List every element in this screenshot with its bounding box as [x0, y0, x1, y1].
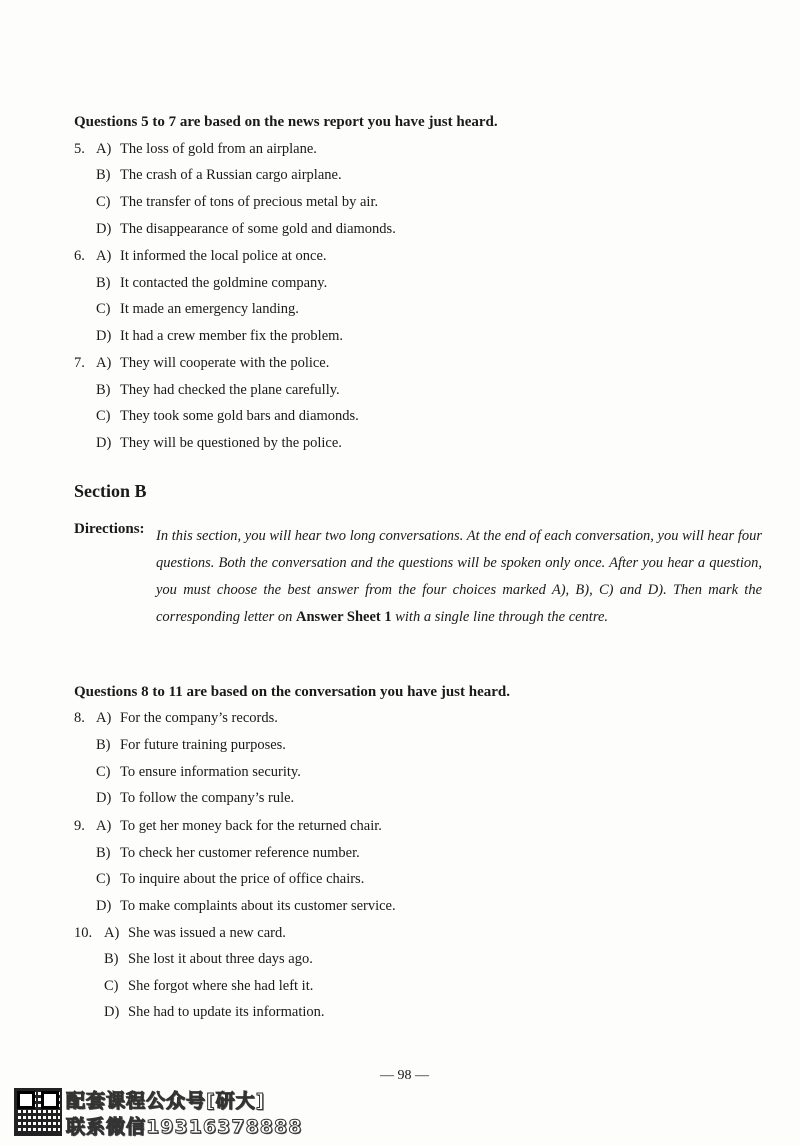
option-letter: A) [96, 710, 112, 726]
option-letter: A) [96, 141, 112, 157]
option-text: To make complaints about its customer service. [120, 898, 396, 914]
option-letter: D) [96, 790, 112, 806]
question-number: 6. [74, 248, 85, 264]
question-7-option-d [96, 435, 342, 452]
option-text: They had checked the plane carefully. [120, 382, 340, 398]
option-text: They will cooperate with the police. [120, 355, 330, 371]
question-number: 7. [74, 355, 85, 371]
questions-8-11-heading: Questions 8 to 11 are based on the conversation you have just heard. [74, 684, 510, 700]
option-text: The crash of a Russian cargo airplane. [120, 167, 342, 183]
question-6-option-b [96, 275, 327, 292]
option-text: It made an emergency landing. [120, 301, 299, 317]
qr-code-icon [14, 1088, 62, 1136]
option-letter: B) [104, 951, 119, 967]
option-letter: C) [104, 978, 119, 994]
question-7-option-a [74, 355, 329, 372]
option-letter: A) [96, 248, 112, 264]
option-text: She had to update its information. [128, 1004, 325, 1020]
question-8-option-c [96, 764, 301, 781]
question-8-option-b [96, 737, 286, 754]
option-text: To get her money back for the returned chair. [120, 818, 382, 834]
question-9-option-a [74, 818, 382, 835]
option-letter: A) [96, 355, 112, 371]
option-letter: C) [96, 871, 111, 887]
option-letter: A) [104, 925, 120, 941]
questions-5-7-heading: Questions 5 to 7 are based on the news report you have just heard. [74, 114, 498, 130]
option-letter: D) [96, 221, 112, 237]
option-text: To follow the company’s rule. [120, 790, 295, 806]
question-8-option-a [74, 710, 278, 727]
question-5-option-b [96, 167, 342, 184]
question-9-option-c [96, 871, 364, 888]
option-letter: C) [96, 194, 111, 210]
question-number: 10. [74, 925, 93, 941]
question-6-option-a [74, 248, 327, 265]
option-letter: B) [96, 382, 111, 398]
option-letter: B) [96, 737, 111, 753]
question-5-option-c [96, 194, 378, 211]
option-letter: B) [96, 275, 111, 291]
directions-text [156, 523, 762, 631]
option-letter: C) [96, 301, 111, 317]
question-10-option-d [104, 1004, 325, 1021]
option-text: The transfer of tons of precious metal by air. [120, 194, 379, 210]
option-text: They will be questioned by the police. [120, 435, 342, 451]
option-letter: C) [96, 764, 111, 780]
option-text: For future training purposes. [120, 737, 286, 753]
question-10-option-c [104, 978, 313, 995]
option-text: It contacted the goldmine company. [120, 275, 328, 291]
option-text: They took some gold bars and diamonds. [120, 408, 359, 424]
question-9-option-b [96, 845, 360, 862]
question-10-option-b [104, 951, 313, 968]
option-letter: A) [96, 818, 112, 834]
option-text: To ensure information security. [120, 764, 301, 780]
question-number: 9. [74, 818, 85, 834]
option-letter: B) [96, 845, 111, 861]
option-text: To inquire about the price of office chairs. [120, 871, 365, 887]
question-7-option-b [96, 382, 340, 399]
question-5-option-d [96, 221, 396, 238]
question-7-option-c [96, 408, 359, 425]
question-6-option-c [96, 301, 299, 318]
option-letter: C) [96, 408, 111, 424]
option-text: She forgot where she had left it. [128, 978, 314, 994]
option-text: It had a crew member fix the problem. [120, 328, 344, 344]
page-number: — 98 — [380, 1068, 429, 1083]
question-5-option-a [74, 141, 317, 158]
question-number: 5. [74, 141, 85, 157]
option-text: The disappearance of some gold and diamonds. [120, 221, 396, 237]
directions-label: Directions: [74, 521, 145, 537]
question-number: 8. [74, 710, 85, 726]
question-10-option-a [74, 925, 286, 942]
option-letter: D) [96, 898, 112, 914]
question-8-option-d [96, 790, 294, 807]
directions-text-part1: In this section, you will hear two long conversations. At the end of each conversation, you will hear four questions. Both the conversation and the questions will be spoken only once. After you hear a question, you must choose the best answer from the four choices marked A), B), C) and D). Then mark the corresponding letter on [156, 528, 762, 625]
option-text: The loss of gold from an airplane. [120, 141, 317, 157]
option-letter: B) [96, 167, 111, 183]
option-letter: D) [104, 1004, 120, 1020]
answer-sheet-label: Answer Sheet 1 [296, 609, 392, 625]
directions-text-part2: with a single line through the centre. [391, 609, 609, 625]
question-6-option-d [96, 328, 343, 345]
option-text: For the company’s records. [120, 710, 278, 726]
option-letter: D) [96, 435, 112, 451]
option-text: It informed the local police at once. [120, 248, 327, 264]
option-text: To check her customer reference number. [120, 845, 360, 861]
promo-line-2: 联系微信19316378888 [66, 1116, 303, 1138]
option-text: She lost it about three days ago. [128, 951, 313, 967]
promo-line-1: 配套课程公众号[研大] [66, 1090, 266, 1112]
option-letter: D) [96, 328, 112, 344]
section-b-title: Section B [74, 481, 147, 501]
option-text: She was issued a new card. [128, 925, 286, 941]
question-9-option-d [96, 898, 396, 915]
